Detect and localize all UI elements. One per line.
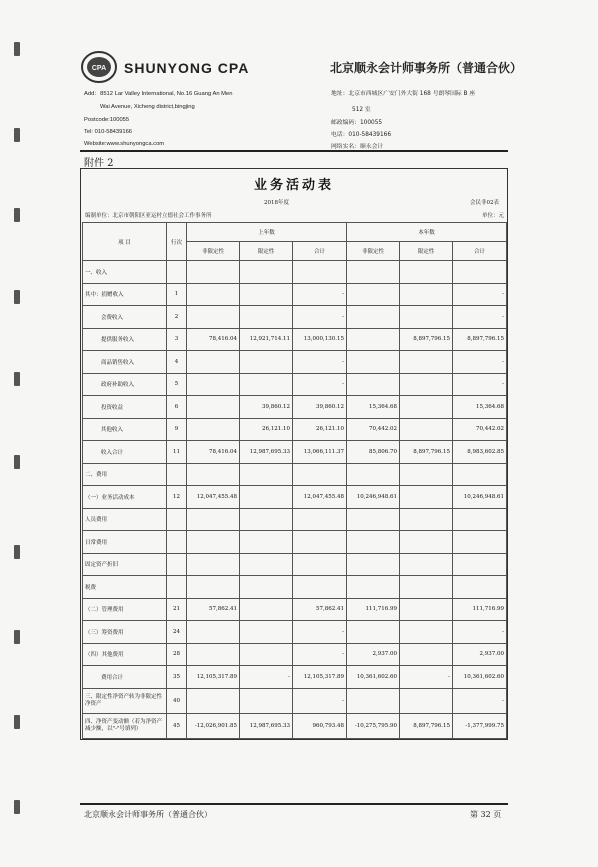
amount-cell — [187, 576, 240, 599]
amount-cell: 13,066,111.37 — [293, 441, 347, 464]
table-row — [83, 441, 507, 464]
amount-cell — [187, 621, 240, 644]
amount-cell — [293, 531, 347, 554]
row-label: 投资收益 — [83, 396, 167, 419]
amount-cell — [293, 508, 347, 531]
header-current-year: 本年数 — [347, 223, 507, 242]
attachment-label: 附件 2 — [84, 158, 114, 169]
table-row — [83, 328, 507, 351]
amount-cell — [240, 643, 293, 666]
amount-cell — [347, 688, 400, 713]
row-line-number — [167, 553, 187, 576]
amount-cell — [240, 261, 293, 284]
amount-cell — [400, 531, 453, 554]
row-line-number — [167, 508, 187, 531]
statement-year: 2018年度 — [264, 200, 289, 206]
binding-hole — [14, 545, 20, 559]
amount-cell: - — [293, 688, 347, 713]
row-label: 会费收入 — [83, 306, 167, 329]
amount-cell — [453, 261, 507, 284]
amount-cell: - — [453, 306, 507, 329]
amount-cell: 26,121.10 — [240, 418, 293, 441]
amount-cell — [400, 396, 453, 419]
amount-cell: 8,897,796.15 — [400, 441, 453, 464]
amount-cell: 8,983,602.85 — [453, 441, 507, 464]
firm-name-cn: 北京顺永会计师事务所（普通合伙） — [330, 61, 523, 75]
table-row — [83, 666, 507, 689]
table-row — [83, 576, 507, 599]
binding-hole — [14, 800, 20, 814]
amount-cell: - — [453, 373, 507, 396]
amount-cell: 111,716.99 — [453, 598, 507, 621]
header-prior-restricted: 限定性 — [240, 242, 293, 261]
amount-cell — [400, 598, 453, 621]
amount-cell: 57,862.41 — [293, 598, 347, 621]
amount-cell: 12,921,714.11 — [240, 328, 293, 351]
amount-cell: 111,716.99 — [347, 598, 400, 621]
amount-cell: - — [293, 621, 347, 644]
row-label: 固定资产折旧 — [83, 553, 167, 576]
row-line-number: 9 — [167, 418, 187, 441]
amount-cell — [400, 283, 453, 306]
amount-cell — [400, 418, 453, 441]
row-line-number: 11 — [167, 441, 187, 464]
brand-name: SHUNYONG CPA — [124, 60, 250, 76]
amount-cell — [453, 553, 507, 576]
amount-cell: 8,897,796.15 — [453, 328, 507, 351]
amount-cell — [240, 508, 293, 531]
amount-cell — [240, 463, 293, 486]
amount-cell: 12,987,695.33 — [240, 713, 293, 738]
amount-cell: 12,987,695.33 — [240, 441, 293, 464]
amount-cell — [240, 351, 293, 374]
amount-cell — [400, 486, 453, 509]
amount-cell — [347, 373, 400, 396]
amount-cell — [400, 643, 453, 666]
table-row — [83, 531, 507, 554]
footer-page-number: 第 32 页 — [470, 810, 502, 819]
amount-cell — [400, 351, 453, 374]
amount-cell: 8,897,796.15 — [400, 713, 453, 738]
row-line-number — [167, 531, 187, 554]
amount-cell: 12,105,317.89 — [293, 666, 347, 689]
amount-cell: 39,860.12 — [240, 396, 293, 419]
postcode-cn: 邮政编码：100055 — [331, 120, 383, 126]
amount-cell — [400, 553, 453, 576]
amount-cell — [347, 553, 400, 576]
amount-cell: -10,275,795.90 — [347, 713, 400, 738]
amount-cell: 8,897,796.15 — [400, 328, 453, 351]
row-label: （四）其他费用 — [83, 643, 167, 666]
amount-cell — [293, 553, 347, 576]
amount-cell — [453, 531, 507, 554]
table-row — [83, 621, 507, 644]
amount-cell: - — [240, 666, 293, 689]
amount-cell — [187, 261, 240, 284]
row-line-number: 12 — [167, 486, 187, 509]
address-cn-line-2: 512 室 — [352, 107, 371, 113]
table-row — [83, 306, 507, 329]
amount-cell — [240, 576, 293, 599]
table-row — [83, 373, 507, 396]
amount-cell: - — [293, 283, 347, 306]
amount-cell — [187, 396, 240, 419]
row-label: 三、限定性净资产转为非限定性净资产 — [83, 688, 167, 713]
row-line-number: 28 — [167, 643, 187, 666]
amount-cell — [187, 306, 240, 329]
form-code: 会民非02表 — [470, 200, 499, 206]
amount-cell — [187, 688, 240, 713]
row-label: 商品销售收入 — [83, 351, 167, 374]
binding-hole — [14, 128, 20, 142]
table-row — [83, 283, 507, 306]
table-row — [83, 553, 507, 576]
row-label: 提供服务收入 — [83, 328, 167, 351]
amount-cell — [187, 508, 240, 531]
amount-cell — [187, 351, 240, 374]
row-line-number: 40 — [167, 688, 187, 713]
row-line-number: 6 — [167, 396, 187, 419]
row-line-number — [167, 463, 187, 486]
row-line-number: 4 — [167, 351, 187, 374]
binding-hole — [14, 372, 20, 386]
address-en-line-2: Wai Avenue, Xicheng district,bingjing — [100, 104, 195, 110]
row-line-number: 1 — [167, 283, 187, 306]
row-line-number: 3 — [167, 328, 187, 351]
amount-cell: - — [293, 306, 347, 329]
amount-cell — [453, 508, 507, 531]
header-prior-unrestricted: 非限定性 — [187, 242, 240, 261]
address-en-line-1: Add：8512 Lar Valley International, No.16 Guang An Men — [84, 91, 233, 97]
row-label: 税费 — [83, 576, 167, 599]
header-line-no: 行次 — [167, 223, 187, 261]
table-row — [83, 463, 507, 486]
amount-cell: - — [293, 351, 347, 374]
header-current-total: 合计 — [453, 242, 507, 261]
amount-cell — [400, 576, 453, 599]
amount-cell: 2,937.00 — [453, 643, 507, 666]
row-label: 一、收入 — [83, 261, 167, 284]
row-label: 其中：捐赠收入 — [83, 283, 167, 306]
amount-cell: 960,793.48 — [293, 713, 347, 738]
website-en: Website:www.shunyongca.com — [84, 141, 165, 147]
footer-firm-name: 北京顺永会计师事务所（普通合伙） — [84, 810, 212, 819]
amount-cell — [347, 261, 400, 284]
amount-cell — [240, 553, 293, 576]
header-prior-total: 合计 — [293, 242, 347, 261]
amount-cell: - — [293, 373, 347, 396]
amount-cell: - — [453, 688, 507, 713]
amount-cell — [187, 643, 240, 666]
amount-cell: 15,364.68 — [347, 396, 400, 419]
row-line-number — [167, 576, 187, 599]
amount-cell — [187, 283, 240, 306]
binding-hole — [14, 42, 20, 56]
row-line-number: 35 — [167, 666, 187, 689]
table-row — [83, 261, 507, 284]
amount-cell — [187, 553, 240, 576]
row-label: （一）业务活动成本 — [83, 486, 167, 509]
amount-cell — [187, 373, 240, 396]
amount-cell — [240, 486, 293, 509]
website-cn: 网络实名：顺永会计 — [331, 144, 384, 150]
amount-cell: 70,442.02 — [453, 418, 507, 441]
amount-cell: 70,442.02 — [347, 418, 400, 441]
amount-cell — [240, 621, 293, 644]
statement-title: 业务活动表 — [253, 178, 334, 193]
amount-cell — [240, 688, 293, 713]
amount-cell — [347, 328, 400, 351]
amount-cell: 12,105,317.89 — [187, 666, 240, 689]
table-row — [83, 351, 507, 374]
amount-cell — [347, 463, 400, 486]
amount-cell: 85,806.70 — [347, 441, 400, 464]
amount-cell — [293, 463, 347, 486]
row-label: 二、费用 — [83, 463, 167, 486]
amount-cell — [240, 283, 293, 306]
amount-cell — [453, 576, 507, 599]
row-label: 日常费用 — [83, 531, 167, 554]
table-row — [83, 713, 507, 738]
amount-cell — [293, 261, 347, 284]
amount-cell — [240, 373, 293, 396]
header-current-unrestricted: 非限定性 — [347, 242, 400, 261]
amount-cell: - — [400, 666, 453, 689]
table-row — [83, 396, 507, 419]
header-divider — [80, 150, 508, 152]
row-label: 收入合计 — [83, 441, 167, 464]
row-label: 其他收入 — [83, 418, 167, 441]
amount-cell — [400, 261, 453, 284]
row-line-number: 24 — [167, 621, 187, 644]
statement-body — [83, 261, 507, 739]
firm-logo-icon — [80, 50, 118, 84]
amount-cell — [187, 463, 240, 486]
amount-cell: -1,377,999.75 — [453, 713, 507, 738]
binding-hole — [14, 290, 20, 304]
row-line-number — [167, 261, 187, 284]
footer-divider — [80, 803, 508, 805]
amount-cell: 10,361,602.60 — [347, 666, 400, 689]
header-current-restricted: 限定性 — [400, 242, 453, 261]
row-label: 费用合计 — [83, 666, 167, 689]
amount-cell: 26,121.10 — [293, 418, 347, 441]
amount-cell — [347, 576, 400, 599]
amount-cell: 10,246,948.61 — [453, 486, 507, 509]
amount-cell: 10,246,948.61 — [347, 486, 400, 509]
row-label: （二）管理费用 — [83, 598, 167, 621]
amount-cell: 2,937.00 — [347, 643, 400, 666]
amount-cell — [347, 306, 400, 329]
table-row — [83, 688, 507, 713]
amount-cell: 10,361,602.60 — [453, 666, 507, 689]
table-row — [83, 508, 507, 531]
table-row — [83, 598, 507, 621]
amount-cell: 78,416.04 — [187, 328, 240, 351]
row-label: 政府补助收入 — [83, 373, 167, 396]
amount-cell: 13,000,130.15 — [293, 328, 347, 351]
header-prior-year: 上年数 — [187, 223, 347, 242]
currency-unit: 单位：元 — [482, 213, 505, 219]
amount-cell — [347, 508, 400, 531]
amount-cell: 39,860.12 — [293, 396, 347, 419]
table-row — [83, 486, 507, 509]
row-line-number: 45 — [167, 713, 187, 738]
amount-cell — [347, 351, 400, 374]
amount-cell — [400, 508, 453, 531]
tel-cn: 电话：010-58439166 — [331, 132, 392, 138]
amount-cell — [400, 688, 453, 713]
amount-cell — [400, 306, 453, 329]
amount-cell — [347, 531, 400, 554]
row-line-number: 21 — [167, 598, 187, 621]
amount-cell: - — [453, 621, 507, 644]
activity-statement-table — [82, 222, 507, 739]
amount-cell — [293, 576, 347, 599]
amount-cell — [400, 463, 453, 486]
row-line-number: 2 — [167, 306, 187, 329]
amount-cell — [240, 306, 293, 329]
amount-cell: 78,416.04 — [187, 441, 240, 464]
amount-cell — [400, 373, 453, 396]
row-label: 人员费用 — [83, 508, 167, 531]
table-row — [83, 643, 507, 666]
row-label: 四、净资产变动额（若为净资产减少额，以"-"号填列） — [83, 713, 167, 738]
row-label: （三）筹资费用 — [83, 621, 167, 644]
amount-cell: 57,862.41 — [187, 598, 240, 621]
amount-cell — [187, 418, 240, 441]
binding-hole — [14, 455, 20, 469]
amount-cell — [453, 463, 507, 486]
amount-cell: - — [453, 351, 507, 374]
amount-cell — [240, 531, 293, 554]
binding-hole — [14, 715, 20, 729]
amount-cell — [240, 598, 293, 621]
tel-en: Tel: 010-58439166 — [84, 129, 133, 135]
address-cn-line-1: 地址：北京市西城区广安门外大街 168 号朗琴国际 B 座 — [331, 91, 476, 97]
binding-hole — [14, 630, 20, 644]
amount-cell: -12,026,901.85 — [187, 713, 240, 738]
postcode-en: Postcode:100055 — [84, 117, 130, 123]
amount-cell — [400, 621, 453, 644]
row-line-number: 5 — [167, 373, 187, 396]
svg-text:CPA: CPA — [91, 65, 107, 72]
amount-cell — [187, 531, 240, 554]
amount-cell: 15,364.68 — [453, 396, 507, 419]
amount-cell: 12,047,455.48 — [293, 486, 347, 509]
amount-cell — [347, 621, 400, 644]
amount-cell — [347, 283, 400, 306]
amount-cell: - — [453, 283, 507, 306]
table-row — [83, 418, 507, 441]
amount-cell: 12,047,455.48 — [187, 486, 240, 509]
binding-hole — [14, 208, 20, 222]
amount-cell: - — [293, 643, 347, 666]
unit-name: 编制单位：北京市朝阳区亚运村立德社会工作事务所 — [85, 213, 212, 219]
header-item: 项 目 — [83, 223, 167, 261]
